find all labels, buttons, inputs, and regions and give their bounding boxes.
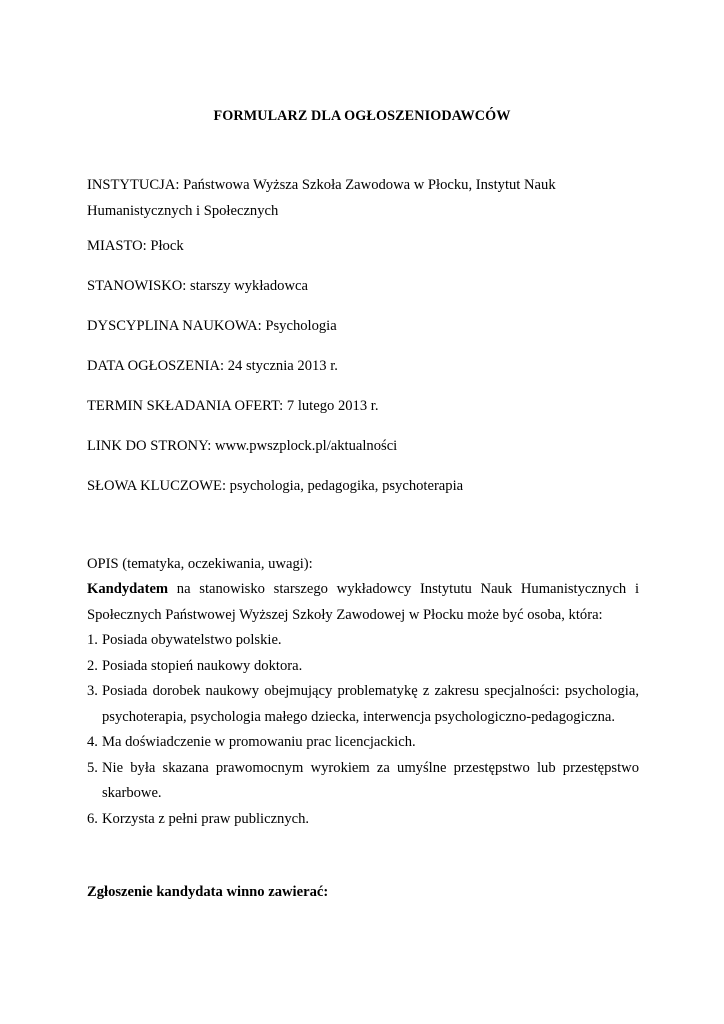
list-item-number: 3.: [87, 683, 98, 699]
field-position: STANOWISKO: starszy wykładowca: [87, 278, 308, 294]
description-label: OPIS (tematyka, oczekiwania, uwagi):: [87, 556, 313, 572]
intro-bold-word: Kandydatem: [87, 581, 169, 597]
list-item: [87, 730, 639, 756]
field-link: LINK DO STRONY: www.pwszplock.pl/aktualności: [87, 438, 398, 454]
list-item-text: Ma doświadczenie w promowaniu prac licencjackich.: [102, 734, 416, 750]
list-item-number: 4.: [87, 734, 98, 750]
list-item-number: 6.: [87, 810, 98, 827]
field-discipline: DYSCYPLINA NAUKOWA: Psychologia: [87, 318, 337, 334]
field-announcement-date: DATA OGŁOSZENIA: 24 stycznia 2013 r.: [87, 358, 338, 374]
list-item-text: Posiada obywatelstwo polskie.: [102, 632, 282, 648]
list-item-number: 2.: [87, 657, 98, 674]
list-item: [87, 654, 639, 680]
list-item-number: 1.: [87, 632, 98, 648]
intro-text: na stanowisko starszego wykładowcy Instytutu Nauk Humanistycznych i Społecznych Państwowej Wyższej Szkoły Zawodowej w Płocku może być osoba, która:: [87, 581, 639, 623]
closing-heading: Zgłoszenie kandydata winno zawierać:: [87, 884, 329, 900]
list-item: [87, 756, 639, 807]
description-intro: [87, 577, 639, 628]
requirements-list: [87, 628, 639, 832]
list-item-number: 5.: [87, 759, 98, 776]
field-deadline: TERMIN SKŁADANIA OFERT: 7 lutego 2013 r.: [87, 398, 379, 414]
list-item: [87, 807, 639, 833]
list-item: [87, 628, 639, 654]
list-item: [87, 679, 639, 730]
list-item-text: Korzysta z pełni praw publicznych.: [102, 810, 310, 827]
field-city: MIASTO: Płock: [87, 238, 184, 254]
field-institution: INSTYTUCJA: Państwowa Wyższa Szkoła Zawodowa w Płocku, Instytut Nauk Humanistycznych i Społecznych: [87, 177, 556, 219]
list-item-text: Posiada dorobek naukowy obejmujący problematykę z zakresu specjalności: psychologia, psychoterapia, psychologia małego dziecka, interwencja psychologiczno-pedagogiczna.: [102, 683, 639, 725]
list-item-text: Posiada stopień naukowy doktora.: [102, 657, 303, 674]
page-title: FORMULARZ DLA OGŁOSZENIODAWCÓW: [213, 108, 511, 124]
field-keywords: SŁOWA KLUCZOWE: psychologia, pedagogika, psychoterapia: [87, 478, 464, 494]
list-item-text: Nie była skazana prawomocnym wyrokiem za umyślne przestępstwo lub przestępstwo skarbowe.: [102, 759, 639, 801]
